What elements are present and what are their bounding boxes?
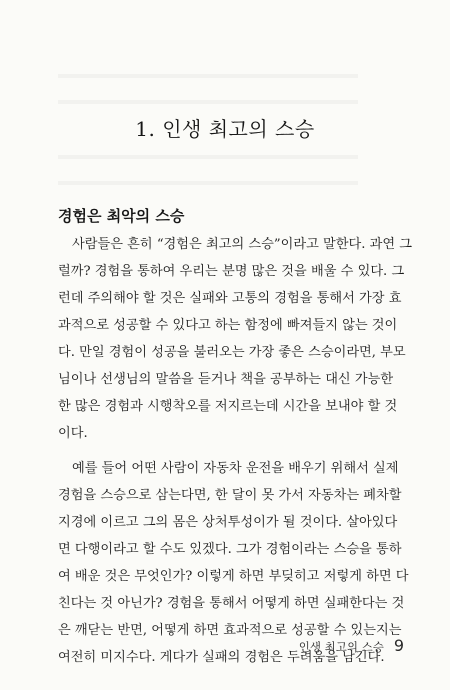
- faint-show-through-band: [58, 181, 358, 185]
- faint-show-through-band: [58, 155, 358, 159]
- body-line-13: 여 배운 것은 무엇인가? 이렇게 하면 부딪히고 저렇게 하면 다: [58, 569, 409, 584]
- section-title: 경험은 최악의 스승: [58, 207, 185, 225]
- body-line-9: 예를 들어 어떤 사람이 자동차 운전을 배우기 위해서 실제: [72, 461, 399, 476]
- page-footer: [299, 638, 404, 655]
- body-line-6: 님이나 선생님의 말씀을 듣거나 책을 공부하는 대신 가능한: [58, 372, 394, 387]
- body-line-8: 이다.: [58, 426, 88, 441]
- chapter-title: 1. 인생 최고의 스승: [135, 117, 315, 141]
- body-line-15: 은 깨닫는 반면, 어떻게 하면 효과적으로 성공할 수 있는지는: [58, 623, 402, 638]
- running-footer-label: 인생 최고의 스승: [298, 640, 384, 654]
- faint-show-through-band: [58, 100, 358, 104]
- body-line-3: 런데 주의해야 할 것은 실패와 고통의 경험을 통해서 가장 효: [58, 291, 402, 306]
- body-line-10: 경험을 스승으로 삼는다면, 한 달이 못 가서 자동차는 폐차할: [58, 488, 402, 503]
- body-line-11: 지경에 이르고 그의 몸은 상처투성이가 될 것이다. 살아있다: [58, 515, 398, 530]
- page-number: 9: [393, 636, 404, 655]
- body-line-12: 면 다행이라고 할 수도 있겠다. 그가 경험이라는 스승을 통하: [58, 542, 402, 557]
- body-line-4: 과적으로 성공할 수 있다고 하는 함정에 빠져들지 않는 것이: [58, 318, 398, 333]
- body-line-5: 다. 만일 경험이 성공을 불러오는 가장 좋은 스승이라면, 부모: [58, 345, 406, 360]
- body-line-1: 사람들은 흔히 “경험은 최고의 스승”이라고 말한다. 과연 그: [72, 237, 413, 252]
- body-line-7: 한 많은 경험과 시행착오를 저지르는데 시간을 보내야 할 것: [58, 399, 398, 414]
- body-line-16: 여전히 미지수다. 게다가 실패의 경험은 두려움을 남긴다.: [58, 650, 385, 665]
- body-line-2: 럴까? 경험을 통하여 우리는 분명 많은 것을 배울 수 있다. 그: [58, 264, 405, 279]
- body-line-14: 친다는 것 아닌가? 경험을 통해서 어떻게 하면 실패한다는 것: [58, 596, 405, 611]
- faint-show-through-band: [58, 74, 358, 78]
